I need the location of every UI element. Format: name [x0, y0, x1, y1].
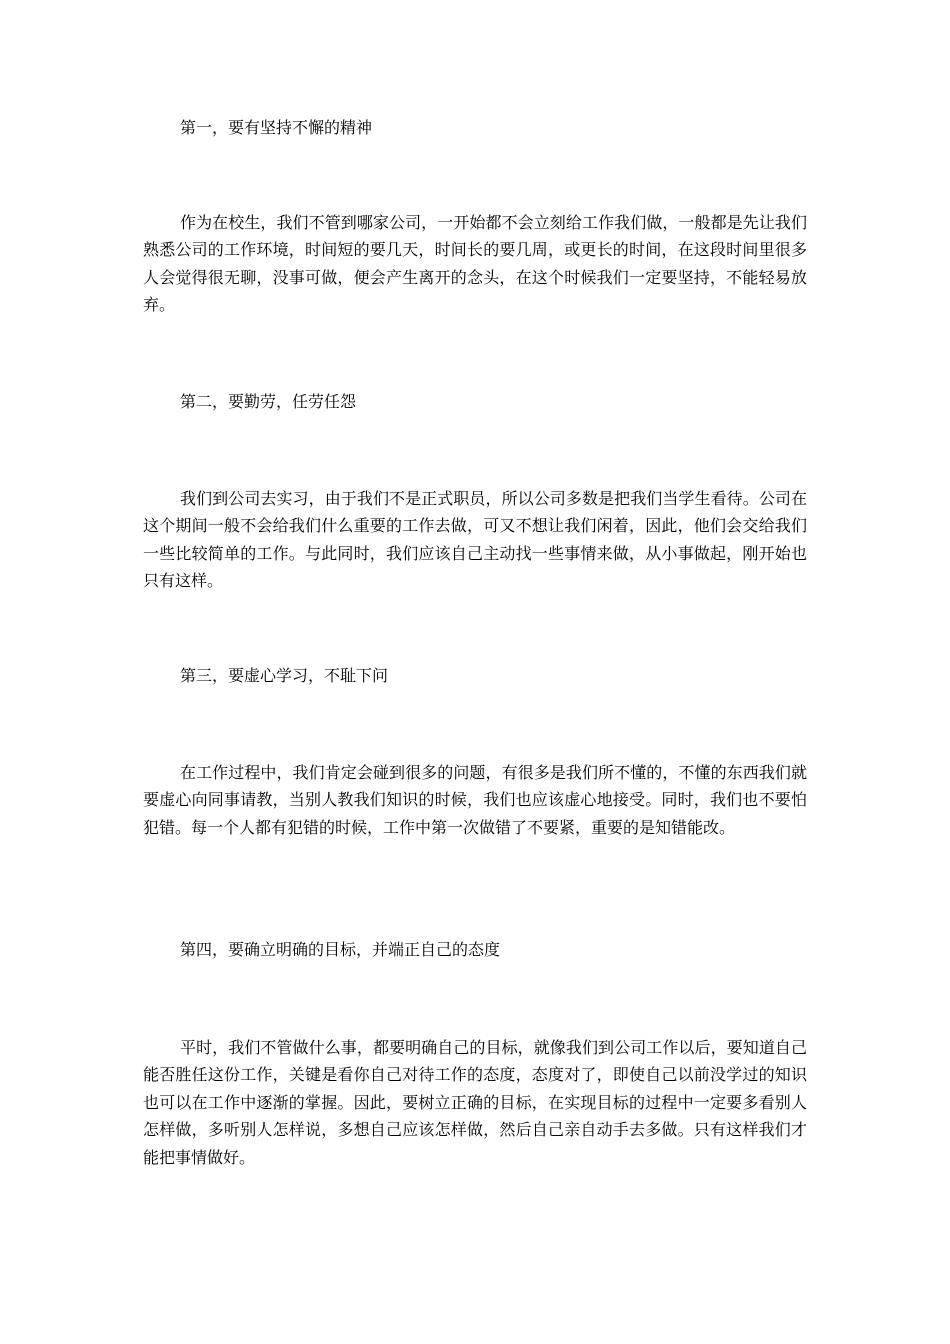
section-heading-3: 第三，要虚心学习，不耻下问: [180, 666, 389, 685]
section-paragraph-4: 平时，我们不管做什么事，都要明确自己的目标，就像我们到公司工作以后，要知道自己能否胜任这份工作，关键是看你自己对待工作的态度，态度对了，即使自己以前没学过的知识也可以在工作中逐渐的掌握。因此，要树立正确的目标，在实现目标的过程中一定要多看别人怎样做，多听别人怎样说，多想自己应该怎样做，然后自己亲自动手去多做。只有这样我们才能把事情做好。: [143, 1038, 807, 1167]
section-paragraph-3: 在工作过程中，我们肯定会碰到很多的问题，有很多是我们所不懂的，不懂的东西我们就要虚心向同事请教，当别人教我们知识的时候，我们也应该虚心地接受。同时，我们也不要怕犯错。每一个人都有犯错的时候，工作中第一次做错了不要紧，重要的是知错能改。: [143, 763, 807, 837]
section-paragraph-1: 作为在校生，我们不管到哪家公司，一开始都不会立刻给工作我们做，一般都是先让我们熟悉公司的工作环境，时间短的要几天，时间长的要几周，或更长的时间，在这段时间里很多人会觉得很无聊，没事可做，便会产生离开的念头，在这个时候我们一定要坚持，不能轻易放弃。: [143, 213, 807, 315]
section-paragraph-2: 我们到公司去实习，由于我们不是正式职员，所以公司多数是把我们当学生看待。公司在这个期间一般不会给我们什么重要的工作去做，可又不想让我们闲着，因此，他们会交给我们一些比较简单的工作。与此同时，我们应该自己主动找一些事情来做，从小事做起，刚开始也只有这样。: [143, 489, 807, 591]
section-heading-2: 第二，要勤劳，任劳任怨: [180, 392, 357, 411]
section-heading-1: 第一，要有坚持不懈的精神: [180, 118, 373, 137]
section-heading-4: 第四，要确立明确的目标，并端正自己的态度: [180, 940, 501, 959]
